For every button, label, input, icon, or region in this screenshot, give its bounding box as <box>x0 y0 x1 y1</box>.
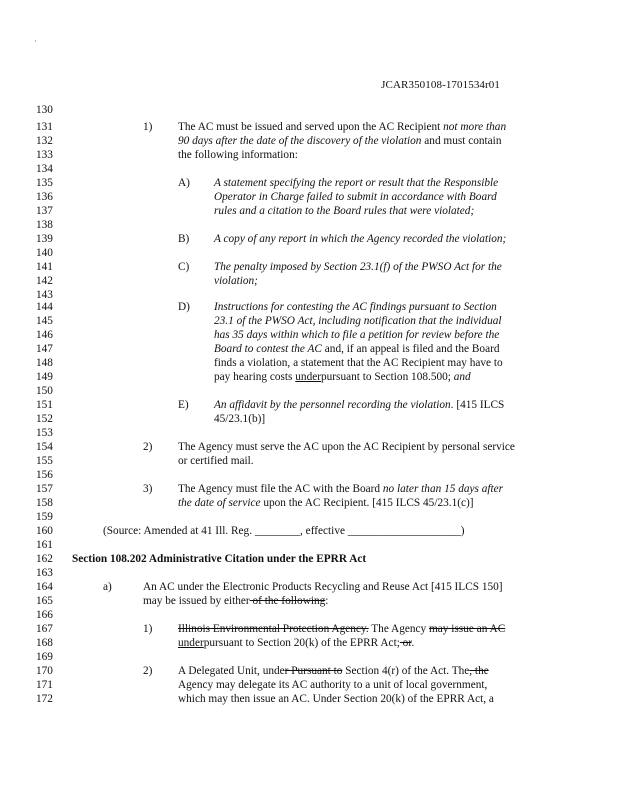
line-number: 164 <box>36 581 53 593</box>
line-number: 171 <box>36 679 53 691</box>
document-line <box>0 300 600 314</box>
line-number: 130 <box>36 104 53 116</box>
line-text: finds a violation, a statement that the AC Recipient may have to <box>214 357 503 369</box>
item-label: a) <box>103 581 112 593</box>
document-line <box>0 103 600 117</box>
line-number: 132 <box>36 135 53 147</box>
item-label: 3) <box>143 483 153 495</box>
line-text: 23.1 of the PWSO Act, including notification that the individual <box>214 315 502 327</box>
document-line <box>0 134 600 148</box>
line-text: Illinois Environmental Protection Agency. The Agency may issue an AC <box>178 623 506 635</box>
document-line <box>0 370 600 384</box>
line-text: A copy of any report in which the Agency recorded the violation; <box>214 233 507 245</box>
document-line <box>0 678 600 692</box>
line-text: has 35 days within which to file a petition for review before the <box>214 329 500 341</box>
line-number: 168 <box>36 637 53 649</box>
line-text: or certified mail. <box>178 455 254 467</box>
document-line <box>0 692 600 706</box>
line-number: 138 <box>36 219 53 231</box>
item-label: D) <box>178 301 190 313</box>
line-text: The penalty imposed by Section 23.1(f) of the PWSO Act for the <box>214 261 502 273</box>
line-text: pay hearing costs underpursuant to Section 108.500; and <box>214 371 471 383</box>
document-line <box>0 260 600 274</box>
document-line <box>0 468 600 482</box>
document-line <box>0 566 600 580</box>
line-number: 160 <box>36 525 53 537</box>
document-line <box>0 482 600 496</box>
item-label: E) <box>178 399 189 411</box>
line-number: 152 <box>36 413 53 425</box>
document-line <box>0 120 600 134</box>
line-number: 154 <box>36 441 53 453</box>
line-number: 155 <box>36 455 53 467</box>
line-text: Agency may delegate its AC authority to a unit of local government, <box>178 679 488 691</box>
line-number: 145 <box>36 315 53 327</box>
document-line <box>0 246 600 260</box>
document-line <box>0 580 600 594</box>
line-text: An affidavit by the personnel recording the violation. [415 ILCS <box>214 399 505 411</box>
line-number: 142 <box>36 275 53 287</box>
item-label: 2) <box>143 441 153 453</box>
line-number: 131 <box>36 121 53 133</box>
line-number: 139 <box>36 233 53 245</box>
document-line <box>0 440 600 454</box>
line-number: 159 <box>36 511 53 523</box>
item-label: 1) <box>143 121 153 133</box>
line-text: Board to contest the AC and, if an appeal is filed and the Board <box>214 343 500 355</box>
document-line <box>0 218 600 232</box>
line-number: 133 <box>36 149 53 161</box>
document-line <box>0 342 600 356</box>
line-number: 150 <box>36 385 53 397</box>
line-number: 151 <box>36 399 53 411</box>
document-line <box>0 524 600 538</box>
line-number: 136 <box>36 191 53 203</box>
line-text: The Agency must serve the AC upon the AC Recipient by personal service <box>178 441 515 453</box>
line-number: 166 <box>36 609 53 621</box>
line-number: 153 <box>36 427 53 439</box>
line-number: 167 <box>36 623 53 635</box>
document-line <box>0 274 600 288</box>
line-number: 172 <box>36 693 53 705</box>
item-label: 2) <box>143 665 153 677</box>
item-label: 1) <box>143 623 153 635</box>
line-number: 141 <box>36 261 53 273</box>
document-line <box>0 496 600 510</box>
document-line <box>0 314 600 328</box>
line-number: 158 <box>36 497 53 509</box>
document-line <box>0 594 600 608</box>
line-text: underpursuant to Section 20(k) of the EPRR Act; or. <box>178 637 415 649</box>
document-line <box>0 426 600 440</box>
line-text: Operator in Charge failed to submit in accordance with Board <box>214 191 497 203</box>
item-label: B) <box>178 233 190 245</box>
item-label: C) <box>178 261 190 273</box>
line-text: An AC under the Electronic Products Recycling and Reuse Act [415 ILCS 150] <box>143 581 503 593</box>
line-text: The AC must be issued and served upon the AC Recipient not more than <box>178 121 507 133</box>
line-text: The Agency must file the AC with the Board no later than 15 days after <box>178 483 504 495</box>
line-number: 146 <box>36 329 53 341</box>
line-text: may be issued by either of the following: <box>143 595 329 607</box>
line-number: 147 <box>36 343 53 355</box>
corner-mark: · <box>34 36 37 46</box>
line-text: which may then issue an AC. Under Section 20(k) of the EPRR Act, a <box>178 693 494 705</box>
document-line <box>0 552 600 566</box>
line-text: the following information: <box>178 149 298 161</box>
source-note: (Source: Amended at 41 Ill. Reg. ________, effective ____________________) <box>103 525 465 537</box>
section-heading: Section 108.202 Administrative Citation under the EPRR Act <box>72 553 367 565</box>
line-number: 135 <box>36 177 53 189</box>
line-number: 134 <box>36 163 53 175</box>
line-number: 161 <box>36 539 53 551</box>
line-number: 148 <box>36 357 53 369</box>
line-number: 156 <box>36 469 53 481</box>
document-line <box>0 176 600 190</box>
document-line <box>0 398 600 412</box>
item-label: A) <box>178 177 190 189</box>
line-number: 170 <box>36 665 53 677</box>
document-line <box>0 538 600 552</box>
line-number: 140 <box>36 247 53 259</box>
document-line <box>0 328 600 342</box>
document-line <box>0 636 600 650</box>
line-text: A statement specifying the report or result that the Responsible <box>214 177 499 189</box>
document-line <box>0 622 600 636</box>
document-line <box>0 162 600 176</box>
document-line <box>0 664 600 678</box>
document-line <box>0 204 600 218</box>
line-number: 143 <box>36 289 53 301</box>
line-number: 144 <box>36 301 53 313</box>
line-text: rules and a citation to the Board rules that were violated; <box>214 205 475 217</box>
line-number: 162 <box>36 553 53 565</box>
line-number: 137 <box>36 205 53 217</box>
line-text: 45/23.1(b)] <box>214 413 266 425</box>
document-line <box>0 608 600 622</box>
line-number: 149 <box>36 371 53 383</box>
document-line <box>0 190 600 204</box>
line-text: Instructions for contesting the AC findings pursuant to Section <box>214 301 497 313</box>
line-text: the date of service upon the AC Recipient. [415 ILCS 45/23.1(c)] <box>178 497 474 509</box>
document-line <box>0 650 600 664</box>
document-line <box>0 510 600 524</box>
document-line <box>0 412 600 426</box>
line-number: 157 <box>36 483 53 495</box>
document-line <box>0 232 600 246</box>
document-line <box>0 356 600 370</box>
document-id-header: JCAR350108-1701534r01 <box>381 79 500 91</box>
line-text: violation; <box>214 275 258 287</box>
line-text: A Delegated Unit, under Pursuant to Section 4(r) of the Act. The, the <box>178 665 489 677</box>
document-line <box>0 454 600 468</box>
document-line <box>0 384 600 398</box>
document-line <box>0 148 600 162</box>
line-text: 90 days after the date of the discovery of the violation and must contain <box>178 135 502 147</box>
line-number: 169 <box>36 651 53 663</box>
line-number: 165 <box>36 595 53 607</box>
line-number: 163 <box>36 567 53 579</box>
